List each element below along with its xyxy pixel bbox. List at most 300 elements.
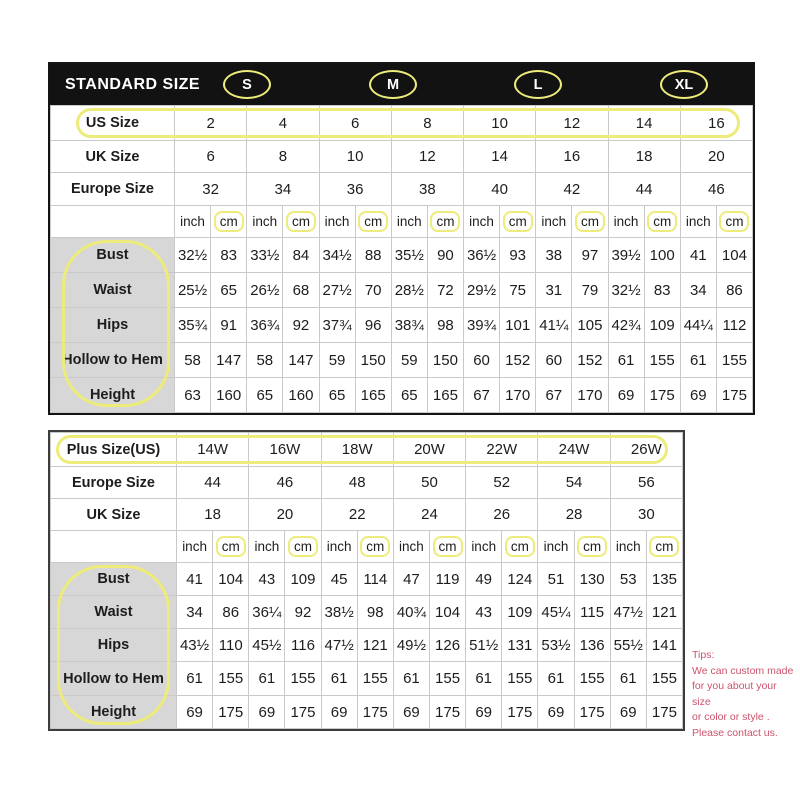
size-cell: 16W: [249, 433, 321, 467]
measurement-cell: 104: [213, 563, 249, 596]
size-cell: 6: [175, 141, 247, 173]
measurement-cell: 61: [177, 662, 213, 696]
inch-unit-header: [321, 531, 357, 563]
measurement-cell: 28½: [391, 273, 427, 308]
cm-unit-header: [572, 206, 608, 238]
size-cell: 12: [391, 141, 463, 173]
measurement-cell: 175: [285, 696, 321, 729]
measurement-row: [51, 273, 753, 308]
measurement-row: [51, 596, 683, 629]
measurement-cell: 130: [574, 563, 610, 596]
cm-label-highlight-box: cm: [216, 536, 246, 557]
size-cell: 42: [536, 173, 608, 206]
measurement-cell: 39½: [608, 238, 644, 273]
measurement-row: [51, 629, 683, 662]
measurement-cell: 61: [680, 343, 716, 378]
measurement-cell: 41: [680, 238, 716, 273]
standard-size-table: [50, 105, 753, 413]
size-cell: 36: [319, 173, 391, 206]
measurement-cell: 136: [574, 629, 610, 662]
measurement-cell: 53: [610, 563, 646, 596]
inch-label: inch: [543, 539, 569, 554]
size-cell: 44: [177, 467, 249, 499]
measurement-cell: 63: [175, 378, 211, 413]
measurement-cell: 175: [646, 696, 682, 729]
size-xl-label: XL: [674, 76, 694, 93]
size-cell: 48: [321, 467, 393, 499]
cm-unit-header: [285, 531, 321, 563]
size-cell: 54: [538, 467, 610, 499]
size-row: [51, 173, 753, 206]
measurement-cell: 41: [177, 563, 213, 596]
measurement-cell: 51: [538, 563, 574, 596]
measurement-cell: 88: [355, 238, 391, 273]
size-row: [51, 141, 753, 173]
measurement-row: [51, 662, 683, 696]
measurement-cell: 100: [644, 238, 680, 273]
measurement-cell: 155: [285, 662, 321, 696]
cm-unit-header: [644, 206, 680, 238]
measurement-cell: 105: [572, 308, 608, 343]
inch-unit-header: [680, 206, 716, 238]
measurement-cell: 170: [572, 378, 608, 413]
size-cell: 50: [393, 467, 465, 499]
measurement-cell: 61: [249, 662, 285, 696]
inch-label: inch: [180, 214, 205, 229]
measurement-cell: 152: [500, 343, 536, 378]
measurement-cell: 60: [464, 343, 500, 378]
measurement-cell: 114: [357, 563, 393, 596]
size-row-label: UK Size: [51, 141, 175, 173]
measurement-cell: 175: [716, 378, 752, 413]
measurement-cell: 34: [177, 596, 213, 629]
measurement-cell: 155: [213, 662, 249, 696]
tips-line: Please contact us.: [692, 726, 778, 739]
inch-unit-header: [247, 206, 283, 238]
measurement-cell: 83: [211, 238, 247, 273]
measurement-cell: 84: [283, 238, 319, 273]
size-cell: 52: [466, 467, 538, 499]
measurement-row: [51, 238, 753, 273]
measurement-cell: 65: [319, 378, 355, 413]
size-cell: 14W: [177, 433, 249, 467]
measurement-cell: 126: [429, 629, 465, 662]
cm-unit-header: [429, 531, 465, 563]
measurement-cell: 45: [321, 563, 357, 596]
measurement-cell: 101: [500, 308, 536, 343]
measurement-cell: 49½: [393, 629, 429, 662]
size-row: [51, 106, 753, 141]
size-s-label: S: [242, 76, 252, 93]
measurement-cell: 61: [608, 343, 644, 378]
measurement-row-label: Hips: [51, 308, 175, 343]
inch-unit-header: [610, 531, 646, 563]
size-row: [51, 499, 683, 531]
measurement-cell: 61: [466, 662, 502, 696]
measurement-row-label: Waist: [51, 596, 177, 629]
size-cell: 34: [247, 173, 319, 206]
cm-label-highlight-box: cm: [433, 536, 463, 557]
measurement-cell: 69: [538, 696, 574, 729]
measurement-cell: 34½: [319, 238, 355, 273]
tips-line: We can custom made: [692, 664, 794, 677]
tips-line: for you about your size: [692, 680, 777, 708]
measurement-cell: 45½: [249, 629, 285, 662]
size-row-label: UK Size: [51, 499, 177, 531]
size-l-circle: [514, 70, 562, 99]
measurement-cell: 155: [574, 662, 610, 696]
measurement-cell: 69: [680, 378, 716, 413]
measurement-row: [51, 343, 753, 378]
measurement-cell: 97: [572, 238, 608, 273]
measurement-cell: 69: [177, 696, 213, 729]
measurement-cell: 61: [610, 662, 646, 696]
measurement-cell: 160: [283, 378, 319, 413]
cm-label-highlight-box: cm: [358, 211, 388, 232]
cm-label-highlight-box: cm: [503, 211, 533, 232]
size-cell: 20: [249, 499, 321, 531]
inch-unit-header: [393, 531, 429, 563]
standard-size-title: STANDARD SIZE: [65, 76, 201, 93]
measurement-cell: 27½: [319, 273, 355, 308]
measurement-cell: 67: [536, 378, 572, 413]
measurement-cell: 58: [247, 343, 283, 378]
standard-size-table-section: [48, 62, 755, 415]
size-cell: 24: [393, 499, 465, 531]
measurement-row: [51, 696, 683, 729]
measurement-cell: 29½: [464, 273, 500, 308]
measurement-row: [51, 563, 683, 596]
measurement-cell: 150: [355, 343, 391, 378]
measurement-cell: 53½: [538, 629, 574, 662]
measurement-cell: 150: [427, 343, 463, 378]
measurement-cell: 33½: [247, 238, 283, 273]
size-cell: 22W: [466, 433, 538, 467]
size-cell: 10: [464, 106, 536, 141]
inch-unit-header: [536, 206, 572, 238]
measurement-cell: 51½: [466, 629, 502, 662]
cm-label-highlight-box: cm: [577, 536, 607, 557]
measurement-cell: 104: [429, 596, 465, 629]
measurement-cell: 131: [502, 629, 538, 662]
measurement-cell: 155: [429, 662, 465, 696]
size-cell: 18W: [321, 433, 393, 467]
measurement-cell: 43: [249, 563, 285, 596]
measurement-cell: 47: [393, 563, 429, 596]
measurement-cell: 115: [574, 596, 610, 629]
cm-unit-header: [355, 206, 391, 238]
cm-unit-header: [716, 206, 752, 238]
standard-size-header-bar: [50, 64, 753, 105]
cm-unit-header: [357, 531, 393, 563]
measurement-cell: 38: [536, 238, 572, 273]
measurement-cell: 110: [213, 629, 249, 662]
measurement-cell: 147: [283, 343, 319, 378]
measurement-cell: 36½: [464, 238, 500, 273]
measurement-cell: 31: [536, 273, 572, 308]
measurement-cell: 160: [211, 378, 247, 413]
size-cell: 8: [391, 106, 463, 141]
measurement-cell: 72: [427, 273, 463, 308]
measurement-cell: 83: [644, 273, 680, 308]
cm-label-highlight-box: cm: [647, 211, 677, 232]
measurement-cell: 165: [427, 378, 463, 413]
inch-unit-header: [175, 206, 211, 238]
cm-label-highlight-box: cm: [575, 211, 605, 232]
measurement-cell: 36¾: [247, 308, 283, 343]
inch-label: inch: [182, 539, 207, 554]
size-row: [51, 467, 683, 499]
size-cell: 12: [536, 106, 608, 141]
measurement-row-label: Hips: [51, 629, 177, 662]
measurement-cell: 119: [429, 563, 465, 596]
measurement-row: [51, 378, 753, 413]
measurement-cell: 68: [283, 273, 319, 308]
size-m-label: M: [386, 76, 400, 93]
measurement-cell: 44¼: [680, 308, 716, 343]
measurement-cell: 58: [175, 343, 211, 378]
measurement-cell: 155: [502, 662, 538, 696]
measurement-row: [51, 308, 753, 343]
size-cell: 20: [680, 141, 752, 173]
size-cell: 14: [608, 106, 680, 141]
size-cell: 24W: [538, 433, 610, 467]
measurement-cell: 147: [211, 343, 247, 378]
inch-label: inch: [254, 539, 280, 554]
size-row-label: US Size: [51, 106, 175, 141]
measurement-cell: 59: [391, 343, 427, 378]
size-cell: 46: [680, 173, 752, 206]
size-m-circle: [369, 70, 417, 99]
size-cell: 46: [249, 467, 321, 499]
cm-label-highlight-box: cm: [505, 536, 535, 557]
inch-label: inch: [615, 539, 641, 554]
inch-label: inch: [685, 214, 711, 229]
size-cell: 40: [464, 173, 536, 206]
measurement-cell: 175: [574, 696, 610, 729]
size-s-circle: [223, 70, 271, 99]
measurement-row-label: Waist: [51, 273, 175, 308]
measurement-cell: 69: [610, 696, 646, 729]
custom-made-tips: [692, 648, 798, 741]
size-cell: 16: [536, 141, 608, 173]
size-l-label: L: [533, 76, 543, 93]
measurement-cell: 36¼: [249, 596, 285, 629]
measurement-cell: 109: [502, 596, 538, 629]
size-cell: 44: [608, 173, 680, 206]
size-cell: 4: [247, 106, 319, 141]
size-row-label: Plus Size(US): [51, 433, 177, 467]
measurement-cell: 98: [427, 308, 463, 343]
measurement-cell: 155: [357, 662, 393, 696]
size-cell: 14: [464, 141, 536, 173]
measurement-cell: 60: [536, 343, 572, 378]
inch-label: inch: [324, 214, 350, 229]
measurement-cell: 55½: [610, 629, 646, 662]
size-cell: 28: [538, 499, 610, 531]
cm-label-highlight-box: cm: [649, 536, 679, 557]
measurement-cell: 116: [285, 629, 321, 662]
measurement-cell: 45¼: [538, 596, 574, 629]
cm-unit-header: [502, 531, 538, 563]
size-cell: 18: [177, 499, 249, 531]
inch-unit-header: [464, 206, 500, 238]
inch-label: inch: [613, 214, 639, 229]
unit-header-row: [51, 206, 753, 238]
measurement-cell: 175: [357, 696, 393, 729]
measurement-cell: 43½: [177, 629, 213, 662]
measurement-cell: 155: [646, 662, 682, 696]
inch-unit-header: [466, 531, 502, 563]
size-cell: 32: [175, 173, 247, 206]
measurement-cell: 141: [646, 629, 682, 662]
cm-unit-header: [211, 206, 247, 238]
measurement-cell: 92: [285, 596, 321, 629]
measurement-cell: 155: [644, 343, 680, 378]
measurement-cell: 175: [644, 378, 680, 413]
size-cell: 10: [319, 141, 391, 173]
inch-label: inch: [326, 539, 352, 554]
measurement-cell: 65: [211, 273, 247, 308]
cm-label-highlight-box: cm: [360, 536, 390, 557]
measurement-cell: 67: [464, 378, 500, 413]
cm-label-highlight-box: cm: [288, 536, 318, 557]
inch-unit-header: [177, 531, 213, 563]
measurement-cell: 91: [211, 308, 247, 343]
measurement-cell: 69: [249, 696, 285, 729]
measurement-cell: 170: [500, 378, 536, 413]
unit-row-empty-label: [51, 206, 175, 238]
cm-label-highlight-box: cm: [214, 211, 244, 232]
tips-line: Tips:: [692, 649, 715, 661]
measurement-cell: 61: [321, 662, 357, 696]
measurement-cell: 43: [466, 596, 502, 629]
cm-unit-header: [646, 531, 682, 563]
measurement-cell: 47½: [321, 629, 357, 662]
plus-size-table: [50, 432, 683, 729]
measurement-row-label: Hollow to Hem: [51, 343, 175, 378]
cm-unit-header: [574, 531, 610, 563]
measurement-cell: 34: [680, 273, 716, 308]
unit-row-empty-label: [51, 531, 177, 563]
measurement-cell: 175: [213, 696, 249, 729]
inch-label: inch: [396, 214, 422, 229]
inch-label: inch: [471, 539, 497, 554]
measurement-cell: 32½: [608, 273, 644, 308]
measurement-cell: 79: [572, 273, 608, 308]
size-cell: 26W: [610, 433, 682, 467]
measurement-cell: 112: [716, 308, 752, 343]
measurement-cell: 86: [213, 596, 249, 629]
measurement-cell: 65: [247, 378, 283, 413]
cm-label-highlight-box: cm: [719, 211, 749, 232]
measurement-cell: 104: [716, 238, 752, 273]
size-cell: 26: [466, 499, 538, 531]
measurement-cell: 75: [500, 273, 536, 308]
size-cell: 8: [247, 141, 319, 173]
size-row-label: Europe Size: [51, 467, 177, 499]
inch-unit-header: [391, 206, 427, 238]
size-xl-circle: [660, 70, 708, 99]
inch-unit-header: [249, 531, 285, 563]
measurement-cell: 38½: [321, 596, 357, 629]
size-cell: 30: [610, 499, 682, 531]
measurement-cell: 96: [355, 308, 391, 343]
inch-unit-header: [319, 206, 355, 238]
inch-label: inch: [541, 214, 567, 229]
size-row-label: Europe Size: [51, 173, 175, 206]
size-cell: 2: [175, 106, 247, 141]
size-cell: 18: [608, 141, 680, 173]
inch-label: inch: [252, 214, 278, 229]
measurement-cell: 40¾: [393, 596, 429, 629]
measurement-cell: 175: [502, 696, 538, 729]
measurement-cell: 69: [466, 696, 502, 729]
measurement-cell: 35½: [391, 238, 427, 273]
measurement-row-label: Hollow to Hem: [51, 662, 177, 696]
inch-unit-header: [608, 206, 644, 238]
measurement-cell: 39¾: [464, 308, 500, 343]
measurement-cell: 70: [355, 273, 391, 308]
size-cell: 6: [319, 106, 391, 141]
cm-label-highlight-box: cm: [286, 211, 316, 232]
unit-header-row: [51, 531, 683, 563]
measurement-cell: 49: [466, 563, 502, 596]
inch-unit-header: [538, 531, 574, 563]
measurement-cell: 42¾: [608, 308, 644, 343]
measurement-cell: 41¼: [536, 308, 572, 343]
measurement-cell: 135: [646, 563, 682, 596]
cm-unit-header: [213, 531, 249, 563]
measurement-cell: 59: [319, 343, 355, 378]
cm-unit-header: [427, 206, 463, 238]
size-cell: 56: [610, 467, 682, 499]
size-cell: 22: [321, 499, 393, 531]
measurement-cell: 61: [538, 662, 574, 696]
measurement-cell: 86: [716, 273, 752, 308]
tips-line: or color or style .: [692, 711, 770, 723]
measurement-cell: 69: [608, 378, 644, 413]
measurement-cell: 38¾: [391, 308, 427, 343]
measurement-cell: 175: [429, 696, 465, 729]
measurement-cell: 32½: [175, 238, 211, 273]
measurement-row-label: Bust: [51, 563, 177, 596]
measurement-cell: 92: [283, 308, 319, 343]
measurement-cell: 69: [393, 696, 429, 729]
measurement-row-label: Height: [51, 378, 175, 413]
size-cell: 16: [680, 106, 752, 141]
measurement-cell: 109: [285, 563, 321, 596]
cm-unit-header: [500, 206, 536, 238]
measurement-cell: 65: [391, 378, 427, 413]
measurement-cell: 152: [572, 343, 608, 378]
measurement-cell: 165: [355, 378, 391, 413]
plus-size-table-section: [48, 430, 685, 731]
measurement-cell: 69: [321, 696, 357, 729]
cm-unit-header: [283, 206, 319, 238]
inch-label: inch: [469, 214, 494, 229]
measurement-cell: 37¾: [319, 308, 355, 343]
measurement-cell: 26½: [247, 273, 283, 308]
measurement-cell: 93: [500, 238, 536, 273]
measurement-cell: 90: [427, 238, 463, 273]
measurement-cell: 121: [646, 596, 682, 629]
measurement-cell: 35¾: [175, 308, 211, 343]
measurement-row-label: Bust: [51, 238, 175, 273]
measurement-cell: 121: [357, 629, 393, 662]
measurement-row-label: Height: [51, 696, 177, 729]
measurement-cell: 61: [393, 662, 429, 696]
